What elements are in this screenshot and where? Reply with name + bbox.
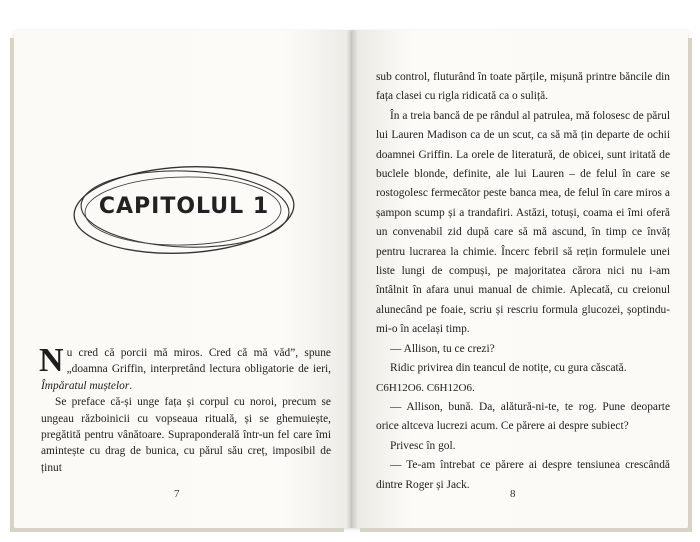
chapter-heading xyxy=(68,160,300,260)
paragraph: — Te-am întrebat ce părere ai despre tensiunea crescândă dintre Roger și Jack. xyxy=(376,459,670,491)
book-gutter xyxy=(346,30,358,528)
text-run: u cred că porcii mă miros. Cred că mă văd”, spune xyxy=(66,347,331,359)
paragraph: Ridic privirea din teancul de notițe, cu gura căscată. xyxy=(390,362,627,375)
paragraph: — Allison, bună. Da, alătură-ni-te, te rog. Pune deoparte orice altceva lucrezi acum. Ce părere ai despre subiect? xyxy=(376,400,670,433)
book-title: Împăratul muștelor xyxy=(41,379,130,392)
formula-line: C6H12O6. C6H12O6. xyxy=(376,381,475,394)
paragraph xyxy=(39,342,331,394)
left-page-text xyxy=(39,342,331,476)
paragraph: Privesc în gol. xyxy=(390,439,456,452)
chapter-title: CAPITOLUL 1 xyxy=(98,194,270,219)
text-run: „doamna Griffin, interpretând lectura obligatorie de ieri, xyxy=(66,363,331,376)
drop-cap: N xyxy=(39,342,64,379)
paragraph: În a treia bancă de pe rândul al patrulea, mă folosesc de părul lui Lauren Madison ca de un scut, ca să mă țin departe de ochii doamnei Griffin. La orele de literatură, de obicei, sunt iritată de buclele blonde, definite, ale lui Lauren – de felul în care se rostogolesc fermecător peste banca mea, de felul în care miros a șampon scump și a trandafiri. Astăzi, totuși, coama ei îmi oferă un convenabil zid după care să mă ascund, în timp ce învăț pentru lucrarea la chimie. Încerc febril să rețin formulele unei liste lungi de compuși, pe majoritatea cărora nici nu i-am întâlnit în afara unui manual de chimie. Aplecată, cu creionul alunecând pe foaie, scriu și rescriu formula glucozei, șoptindu-mi-o în același timp. xyxy=(376,109,670,336)
page-number-right: 8 xyxy=(510,488,516,500)
text-run: . xyxy=(129,379,133,392)
paragraph: sub control, fluturând în toate părțile, mișună printre băncile din fața clasei cu rigla ridicată ca o suliță. xyxy=(376,71,670,103)
paragraph: — Allison, tu ce crezi? xyxy=(390,342,495,355)
paragraph: Se preface că-și unge fața și corpul cu noroi, precum se ungeau războinicii cu vopseaua rituală, și se ghemuiește, pregătită pentru vânătoare. Supraponderală într-un fel care îmi amintește cu drag de bunica, cu părul său creț, imposibil de ținut xyxy=(41,396,331,474)
right-page-text xyxy=(376,68,670,495)
page-number-left: 7 xyxy=(174,488,180,500)
